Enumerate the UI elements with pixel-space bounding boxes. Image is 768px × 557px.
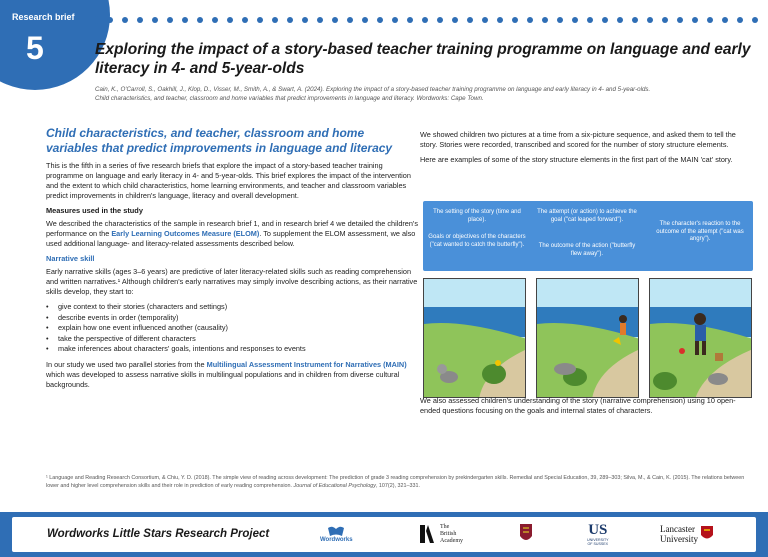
story-frame-3 [649, 278, 752, 398]
main-paragraph [46, 360, 418, 390]
main-text-pre: In our study we used two parallel stories from the [46, 359, 207, 369]
sussex-sub-1: UNIVERSITY [587, 537, 609, 542]
lancaster-logo [660, 521, 714, 547]
stellenbosch-crest-icon [519, 523, 533, 545]
divider-dot [452, 17, 458, 23]
caption-reaction: The character's reaction to the outcome of the attempt ("cat was angry"). [656, 221, 744, 242]
divider-dot [347, 17, 353, 23]
divider-dot [242, 17, 248, 23]
citation [95, 86, 755, 103]
story-structure-figure [423, 201, 753, 401]
elom-link[interactable]: Early Learning Outcomes Measure (ELOM) [111, 229, 260, 238]
divider-dot [95, 16, 98, 24]
divider-dot [692, 17, 698, 23]
caption-outcome: The outcome of the action ("butterfly flew away"). [538, 243, 636, 257]
divider-dot [197, 17, 203, 23]
project-name: Wordworks Little Stars Research Project [47, 528, 270, 540]
cat-scene-1 [424, 279, 526, 398]
badge-number: 5 [26, 30, 44, 66]
divider-dot [272, 17, 278, 23]
wordworks-text: Wordworks [320, 536, 353, 543]
divider-dot [737, 17, 743, 23]
dot-divider [95, 16, 755, 24]
citation-line-1: Cain, K., O'Carroll, S., Oakhill, J., Klop, D., Visser, M., Smith, A., & Swart, A. (2024). Exploring the impact of a story-based teacher training programme on language and early literacy in 4- and 5-year-olds. [95, 86, 651, 93]
measures-heading: Measures used in the study [46, 206, 143, 215]
story-method-paragraph: We showed children two pictures at a time from a six-picture sequence, and asked them to tell the story. Stories were recorded, transcribed and scored for the number of story structure elements. [420, 130, 736, 149]
divider-dot [392, 17, 398, 23]
list-item: • make inferences about characters' goals, intentions and responses to events [46, 344, 418, 355]
main-text-post: which was developed to assess narrative skills in multilingual populations and in children from diverse cultural backgrounds. [46, 369, 400, 389]
footer [0, 512, 768, 557]
main-link[interactable]: Multilingual Assessment Instrument for Narratives (MAIN) [206, 359, 407, 369]
divider-dot [332, 17, 338, 23]
right-column-lower [420, 396, 755, 421]
measures-text-pre: We described the characteristics of the sample in research brief 1, and in research brief 4 we detailed the children's performance on the [46, 219, 418, 238]
divider-dot [752, 17, 758, 23]
divider-dot [152, 17, 158, 23]
list-item: • describe events in order (temporality) [46, 313, 418, 324]
british-academy-text: The British Academy [440, 523, 463, 544]
sussex-sub-2: OF SUSSEX [587, 541, 609, 546]
divider-dot [287, 17, 293, 23]
badge-label: Research brief [12, 12, 75, 22]
divider-dot [467, 17, 473, 23]
divider-dot [227, 17, 233, 23]
narrative-paragraph: Early narrative skills (ages 3–6 years) are predictive of later literacy-related skills such as reading comprehension and written narratives.¹ Although children's early narratives may simply involve describing actions, as their narrative skills develop, they start to: [46, 267, 418, 296]
divider-dot [362, 17, 368, 23]
british-academy-icon [417, 523, 437, 545]
page-title: Exploring the impact of a story-based teacher training programme on language and early literacy in 4- and 5-year-olds [95, 41, 751, 77]
divider-dot [572, 17, 578, 23]
divider-dot [107, 17, 113, 23]
citation-line-2: Child characteristics, and teacher, classroom and home variables that predict improvements in language and literacy. Wordworks: Cape Town. [95, 94, 484, 102]
left-column [46, 126, 418, 395]
footnote [46, 474, 758, 490]
connector [588, 271, 589, 278]
divider-dot [482, 17, 488, 23]
narrative-skill-list [46, 302, 418, 355]
divider-dot [407, 17, 413, 23]
british-academy-logo [417, 521, 463, 547]
divider-dot [422, 17, 428, 23]
measures-paragraph [46, 219, 418, 249]
footer-panel [12, 517, 756, 552]
connector [477, 271, 478, 278]
us-mark: US [588, 521, 608, 538]
connector [700, 271, 701, 278]
section-heading: Child characteristics, and teacher, classroom and home variables that predict improvements in language and literacy [46, 126, 393, 155]
stellenbosch-logo [519, 521, 533, 547]
divider-dot [182, 17, 188, 23]
divider-dot [317, 17, 323, 23]
divider-dot [587, 17, 593, 23]
list-item: • give context to their stories (characters and settings) [46, 302, 418, 313]
lancaster-crest-icon [700, 525, 714, 543]
divider-dot [632, 17, 638, 23]
divider-dot [212, 17, 218, 23]
caption-attempt: The attempt (or action) to achieve the goal ("cat leaped forward"). [537, 209, 637, 223]
cat-scene-2 [537, 279, 639, 398]
caption-goals: Goals or objectives of the characters ("cat wanted to catch the butterfly"). [428, 234, 526, 248]
right-column [420, 130, 755, 170]
divider-dot [557, 17, 563, 23]
divider-dot [602, 17, 608, 23]
divider-dot [707, 17, 713, 23]
divider-dot [527, 17, 533, 23]
divider-dot [662, 17, 668, 23]
measures-text-post: . To supplement the ELOM assessment, we also used additional language- and literacy-related assessments described below. [46, 229, 416, 248]
sussex-logo [587, 521, 609, 547]
list-item: • take the perspective of different characters [46, 334, 418, 345]
divider-dot [257, 17, 263, 23]
footnote-journal: Journal of Educational Psychology [293, 483, 376, 489]
divider-dot [542, 17, 548, 23]
wordworks-icon [327, 525, 345, 537]
intro-paragraph: This is the fifth in a series of five research briefs that explore the impact of a story-based teacher training programme on language and early literacy in 4- and 5-year-olds. This brief explores the impact of the intervention and the extent to which child characteristics, home learning environments, and teacher and classroom variables predict improvements in children's language, literacy and overall development. [46, 161, 411, 200]
divider-dot [302, 17, 308, 23]
divider-dot [647, 17, 653, 23]
divider-dot [377, 17, 383, 23]
divider-dot [167, 17, 173, 23]
lancaster-text: Lancaster University [660, 524, 698, 544]
footnote-text-end: , 107(2), 321–331. [375, 483, 420, 489]
footnote-text: ¹ Language and Reading Research Consortium, & Chiu, Y. D. (2018). The simple view of reading across development: The prediction of grade 3 reading comprehension by prekindergarten skills. Remedial and Special Education, 39, 289–303; Silva, M., & Cain, K. (2015). The relations between lower and higher level comprehension skills and their role in prediction of early reading comprehension. [46, 475, 745, 489]
divider-dot [122, 17, 128, 23]
comprehension-paragraph: We also assessed children's understanding of the story (narrative comprehension) using 10 open-ended questions focusing on the goals and internal states of characters. [420, 396, 736, 415]
story-frame-1 [423, 278, 526, 398]
divider-dot [137, 17, 143, 23]
divider-dot [512, 17, 518, 23]
list-item: • explain how one event influenced another (causality) [46, 323, 418, 334]
divider-dot [497, 17, 503, 23]
wordworks-logo [320, 521, 353, 547]
divider-dot [617, 17, 623, 23]
divider-dot [677, 17, 683, 23]
narrative-heading: Narrative skill [46, 254, 95, 263]
divider-dot [722, 17, 728, 23]
cat-scene-3 [650, 279, 752, 398]
story-frame-2 [536, 278, 639, 398]
caption-setting: The setting of the story (time and place). [433, 209, 521, 223]
story-examples-paragraph: Here are examples of some of the story structure elements in the first part of the MAIN 'cat' story. [420, 155, 733, 164]
divider-dot [437, 17, 443, 23]
